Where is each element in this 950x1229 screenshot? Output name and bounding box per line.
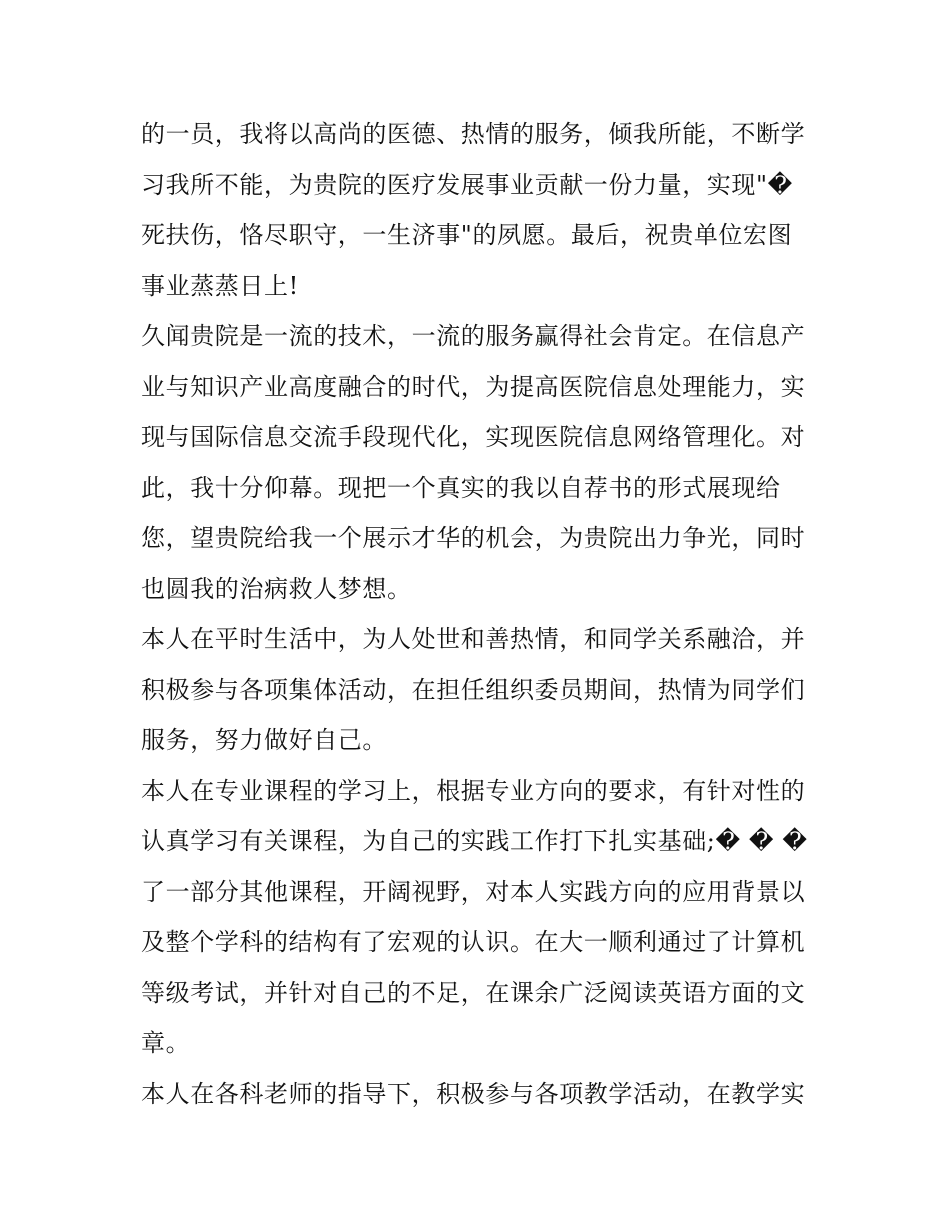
text-line: 久闻贵院是一流的技术，一流的服务赢得社会肯定。在信息产 [141,322,806,350]
text-line: 习我所不能，为贵院的医疗发展事业贡献一份力量，实现"� [141,170,793,199]
text-line: 服务，努力做好自己。 [141,726,387,754]
text-line: 您，望贵院给我一个展示才华的机会，为贵院出力争光，同时 [141,524,806,552]
text-line: 也圆我的治病救人梦想。 [141,574,412,603]
text-line: 积极参与各项集体活动，在担任组织委员期间，热情为同学们 [141,675,806,704]
text-line: 事业蒸蒸日上! [141,271,299,300]
text-line: 认真学习有关课程，为自己的实践工作打下扎实基础;� � � [141,827,808,855]
text-line: 了一部分其他课程，开阔视野，对本人实践方向的应用背景以 [141,877,806,906]
text-line: 的一员，我将以高尚的医德、热情的服务，倾我所能，不断学 [141,120,806,148]
text-line: 现与国际信息交流手段现代化，实现医院信息网络管理化。对 [141,423,806,451]
text-line: 业与知识产业高度融合的时代，为提高医院信息处理能力，实 [141,372,806,401]
text-line: 死扶伤，恪尽职守，一生济事"的夙愿。最后，祝贵单位宏图 [141,221,793,249]
text-line: 及整个学科的结构有了宏观的认识。在大一顺利通过了计算机 [141,928,806,956]
text-line: 此，我十分仰幕。现把一个真实的我以自荐书的形式展现给 [141,473,781,502]
body-text [141,109,821,1119]
text-line: 本人在专业课程的学习上，根据专业方向的要求，有针对性的 [141,776,806,805]
text-line: 章。 [141,1029,191,1057]
text-line: 本人在各科老师的指导下，积极参与各项教学活动，在教学实 [141,1079,806,1108]
text-line: 等级考试，并针对自己的不足，在课余广泛阅读英语方面的文 [141,978,806,1007]
text-line: 本人在平时生活中，为人处世和善热情，和同学关系融洽，并 [141,625,806,653]
